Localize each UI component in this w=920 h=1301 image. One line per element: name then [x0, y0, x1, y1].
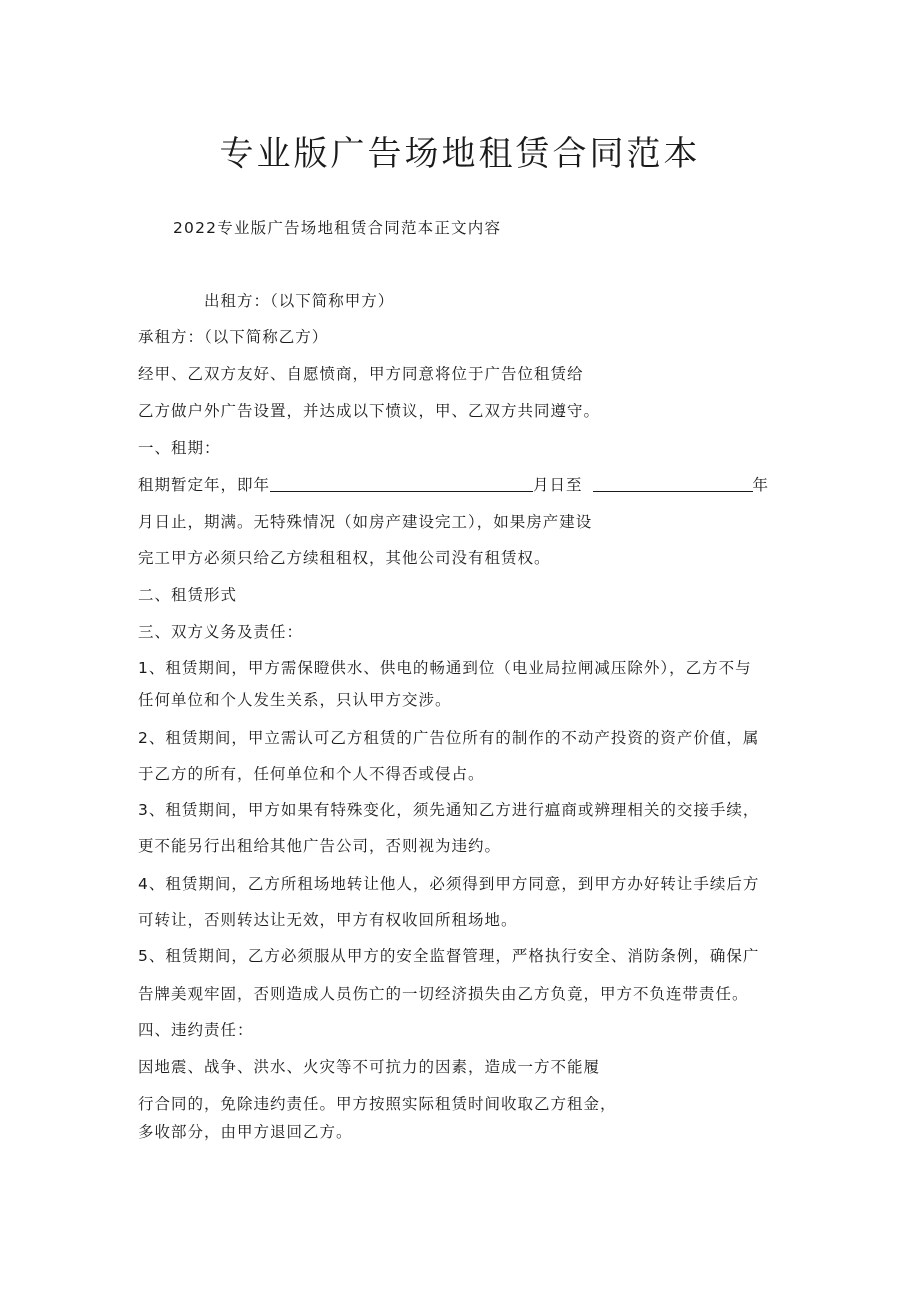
lessor-line: 出租方：（以下简称甲方）: [204, 292, 395, 310]
end-date-blank: [593, 475, 753, 492]
breach-line-1: 因地震、战争、洪水、火灾等不可抗力的因素，造成一方不能履: [138, 1058, 601, 1076]
term-middle: 月日至: [533, 476, 583, 494]
term-line-2: 月日止，期满。无特殊情况（如房产建设完工），如果房产建设: [138, 513, 593, 531]
item-3-line-1: 3、租赁期间，甲方如果有特殊变化，须先通知乙方进行瘟商或辨理相关的交接手续，: [138, 801, 760, 819]
item-3-line-2: 更不能另行出租给其他广告公司，否则视为违约。: [138, 837, 502, 855]
intro-line-2: 乙方做户外广告设置，并达成以下愤议，甲、乙双方共同遵守。: [138, 402, 601, 420]
section-4-heading: 四、违约责任：: [138, 1021, 254, 1039]
document-subtitle: 2022专业版广告场地租赁合同范本正文内容: [173, 219, 502, 237]
lessee-line: 承租方：（以下简称乙方）: [138, 328, 329, 346]
section-2-heading: 二、租赁形式: [138, 586, 238, 604]
item-1-line-2: 任何单位和个人发生关系，只认甲方交涉。: [138, 691, 452, 709]
term-line-3: 完工甲方必须只给乙方续租租权，其他公司没有租赁权。: [138, 549, 551, 567]
start-date-blank: [270, 475, 533, 492]
item-5-line-2: 告牌美观牢固，否则造成人员伤亡的一切经济损失由乙方负竟，甲方不负连带责任。: [138, 985, 749, 1003]
section-3-heading: 三、双方义务及责任：: [138, 623, 304, 641]
term-prefix: 租期暂定年，即年: [138, 476, 271, 494]
item-5-line-1: 5、租赁期间，乙方必须服从甲方的安全监督管理，严格执行安全、消防条例，确保广: [138, 947, 760, 965]
term-line-1: [138, 474, 769, 496]
section-1-heading: 一、租期：: [138, 439, 221, 457]
breach-line-2: 行合同的，免除违约责任。甲方按照实际租赁时间收取乙方租金，: [138, 1095, 617, 1113]
item-2-line-1: 2、租赁期间，甲立需认可乙方租赁的广告位所有的制作的不动产投资的资产价值，属: [138, 729, 760, 747]
breach-line-3: 多收部分，由甲方退回乙方。: [138, 1123, 353, 1141]
item-4-line-1: 4、租赁期间，乙方所租场地转让他人，必须得到甲方同意，到甲方办好转让手续后方: [138, 875, 760, 893]
term-suffix: 年: [752, 476, 770, 494]
document-title: 专业版广告场地租赁合同范本: [219, 134, 701, 174]
item-1-line-1: 1、租赁期间，甲方需保瞪供水、供电的畅通到位（电业局拉闸减压除外），乙方不与: [138, 659, 752, 677]
item-2-line-2: 于乙方的所有，任何单位和个人不得否或侵占。: [138, 765, 485, 783]
intro-line-1: 经甲、乙双方友好、自愿愤商，甲方同意将位于广告位租赁给: [138, 365, 584, 383]
item-4-line-2: 可转让，否则转达让无效，甲方有权收回所租场地。: [138, 911, 518, 929]
